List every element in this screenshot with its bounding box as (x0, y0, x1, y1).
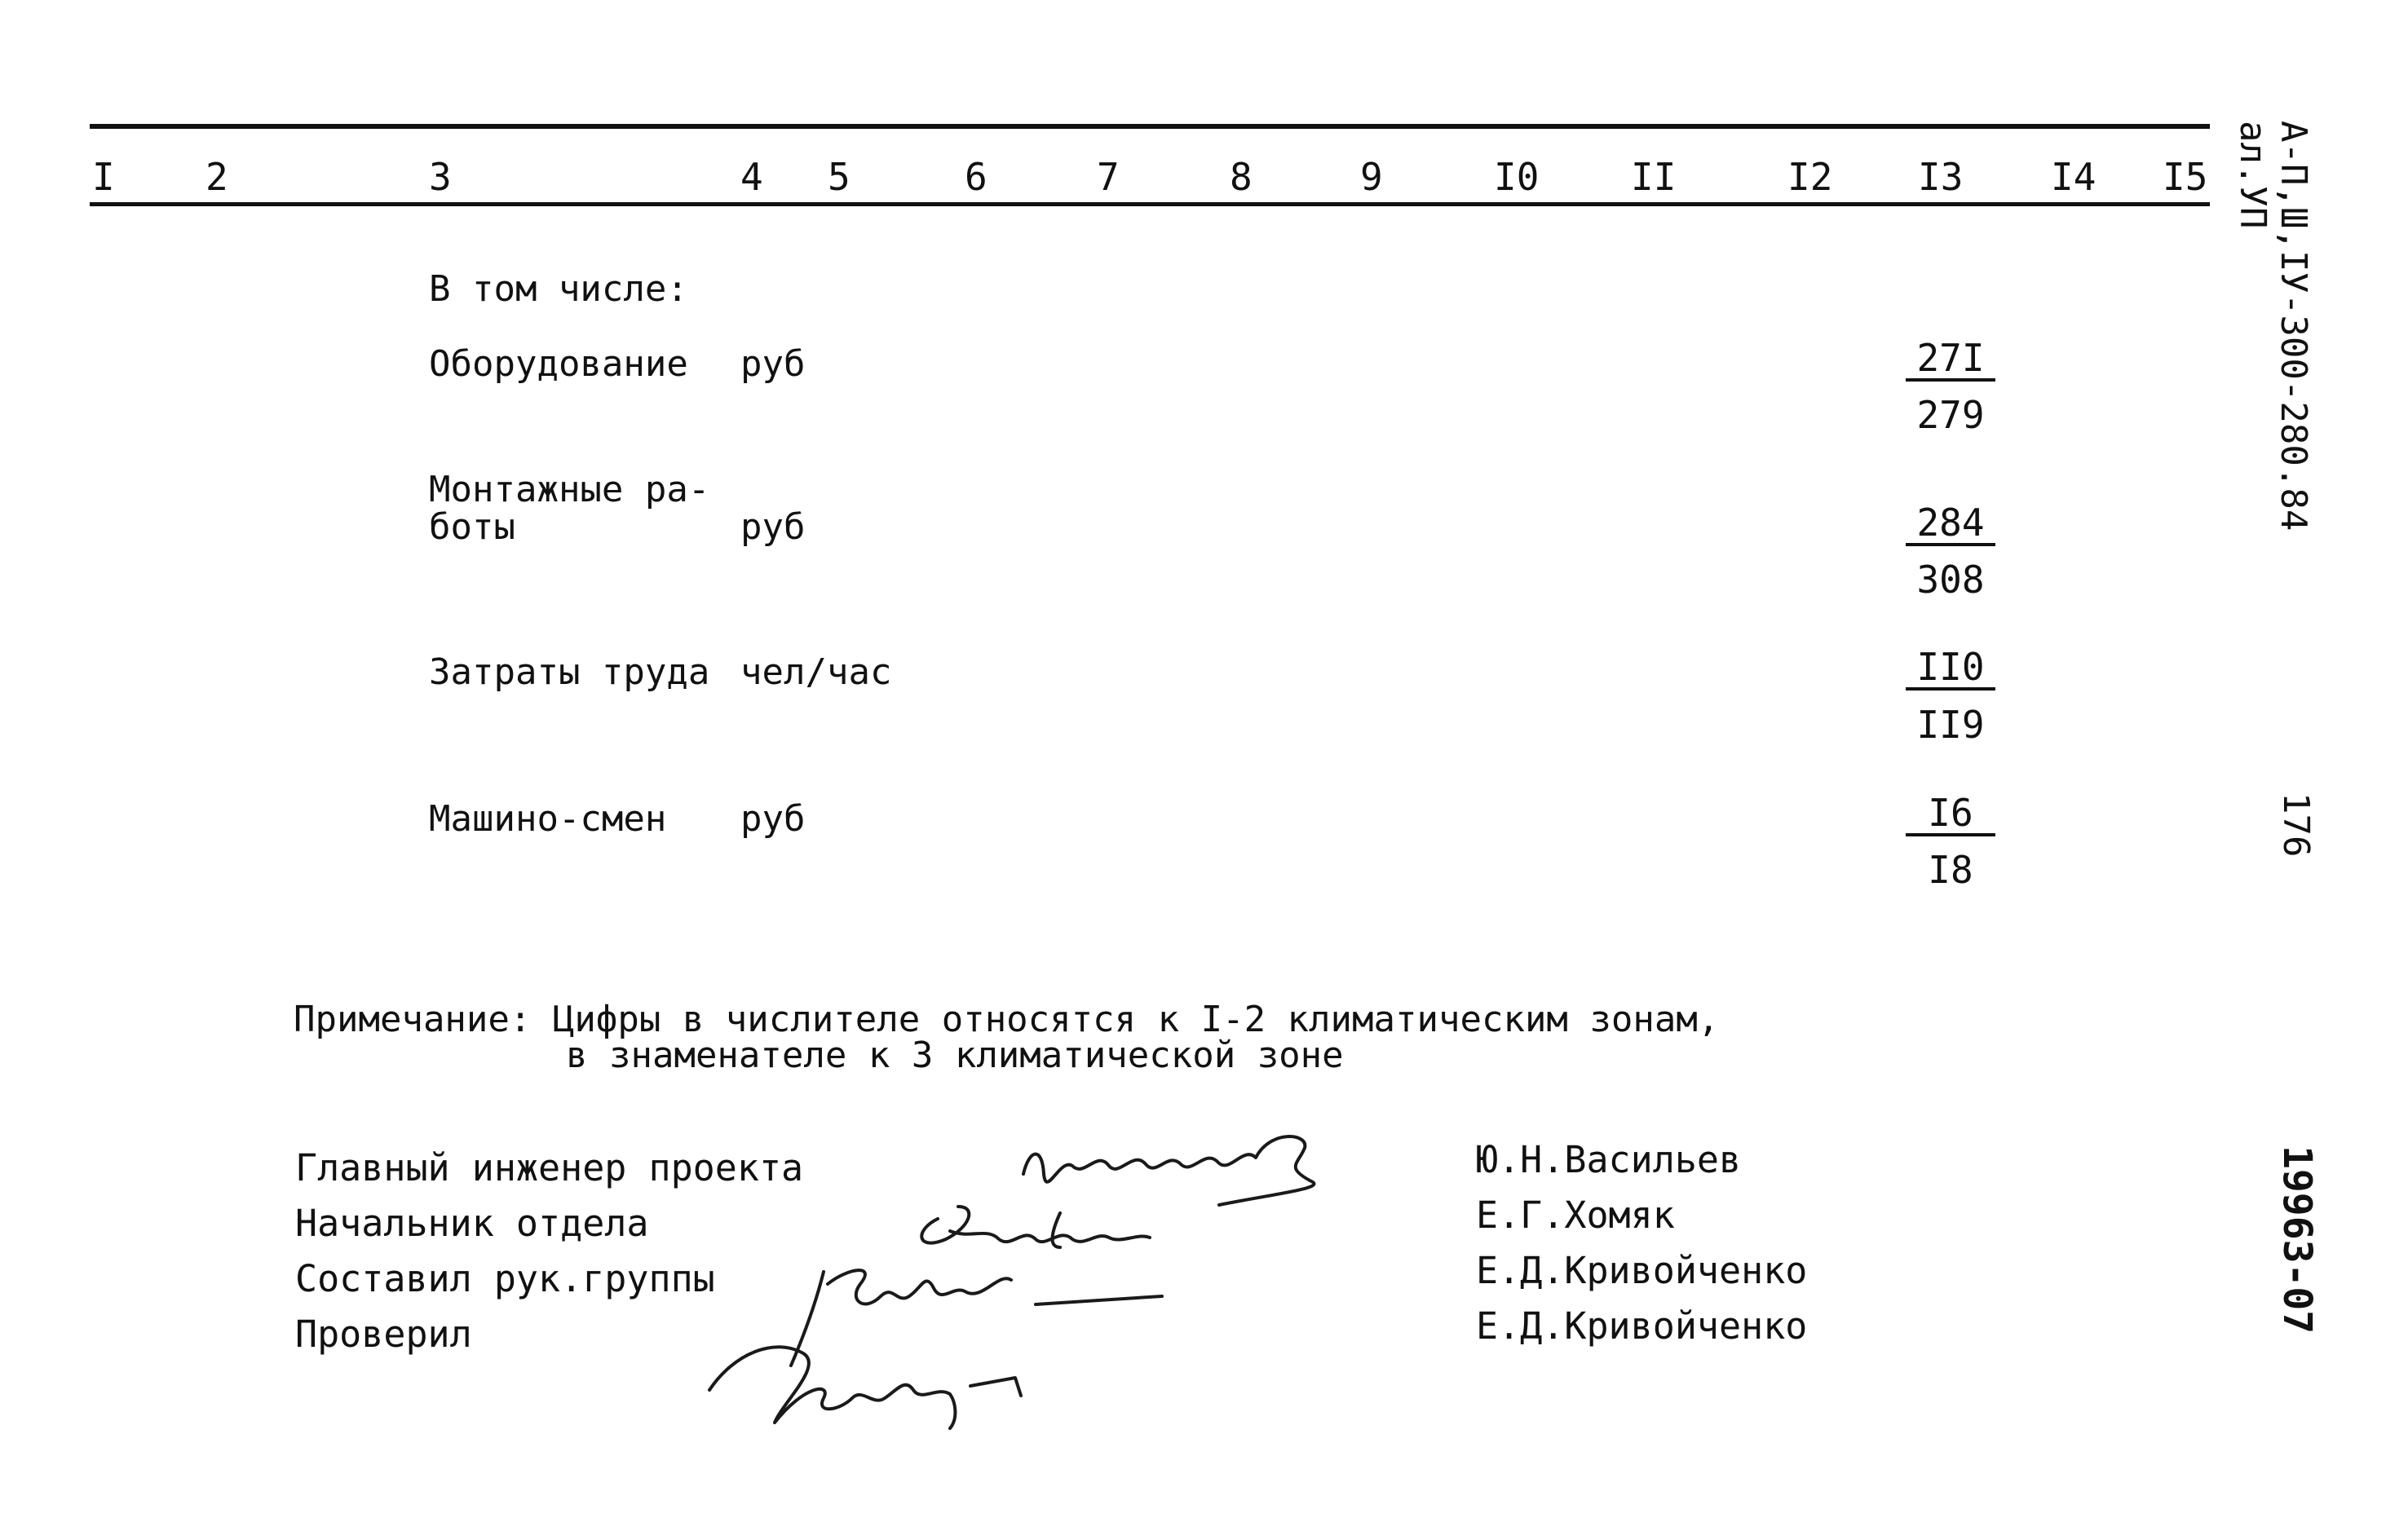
numerator-value: II0 (1906, 648, 1995, 691)
signature-vasiliev (1023, 1136, 1314, 1205)
column-number: 9 (1360, 155, 1383, 199)
signer-role: Главный инженер проекта (295, 1146, 804, 1189)
signature-krivoychenko-2 (709, 1347, 1021, 1428)
column-number: 2 (205, 155, 228, 199)
row-unit: руб (740, 798, 806, 840)
numerator-value: 284 (1906, 504, 1995, 546)
column-number: 7 (1097, 155, 1120, 199)
column-number: I4 (2051, 155, 2097, 199)
column-number: II (1631, 155, 1677, 199)
row-unit: руб (740, 506, 806, 548)
row-label: Оборудование (429, 343, 688, 385)
signer-name: Е.Г.Хомяк (1476, 1194, 1675, 1237)
row-label: боты (429, 506, 515, 548)
signer-role: Проверил (295, 1313, 472, 1356)
page-number: 176 (2275, 792, 2317, 858)
header-top-rule (90, 124, 2210, 129)
signature-khomyak (921, 1207, 1150, 1247)
row-unit: руб (740, 343, 806, 385)
column-number: 6 (965, 155, 988, 199)
numerator-value: I6 (1906, 794, 1995, 836)
column-number: 5 (828, 155, 851, 199)
denominator-value: I8 (1928, 848, 1973, 892)
row-label: Монтажные ра- (429, 469, 710, 510)
numerator-value: 27I (1906, 339, 1995, 382)
row-label: Затраты труда (429, 651, 710, 693)
signature-krivoychenko-1 (791, 1270, 1162, 1366)
column-number: I (92, 155, 115, 199)
signer-name: Ю.Н.Васильев (1476, 1138, 1742, 1181)
signer-role: Начальник отдела (295, 1202, 649, 1245)
note-line-1: Примечание: Цифры в числителе относятся к I-2 климатическим зонам, (294, 999, 1720, 1040)
document-code-sheet: ал.УП (2232, 121, 2273, 229)
column-number: I0 (1494, 155, 1540, 199)
column-number: 8 (1230, 155, 1253, 199)
column-number: 4 (740, 155, 763, 199)
note-line-2: в знаменателе к 3 климатической зоне (566, 1035, 1344, 1076)
inventory-number: 19963-07 (2274, 1145, 2320, 1335)
row-unit: чел/час (740, 651, 892, 693)
denominator-value: 279 (1916, 393, 1985, 437)
signer-name: Е.Д.Кривойченко (1476, 1249, 1808, 1292)
column-number: I5 (2163, 155, 2208, 199)
section-subtitle: В том числе: (429, 268, 688, 310)
row-label: Машино-смен (429, 798, 667, 840)
signer-name: Е.Д.Кривойченко (1476, 1304, 1808, 1348)
document-code: А-П,Ш,IУ-300-280.84 (2273, 121, 2314, 532)
denominator-value: II9 (1916, 703, 1985, 747)
signer-role: Составил рук.группы (295, 1257, 715, 1300)
denominator-value: 308 (1916, 558, 1985, 602)
column-number: I2 (1787, 155, 1833, 199)
column-number: 3 (429, 155, 452, 199)
header-bottom-rule (90, 202, 2210, 206)
column-number: I3 (1918, 155, 1964, 199)
